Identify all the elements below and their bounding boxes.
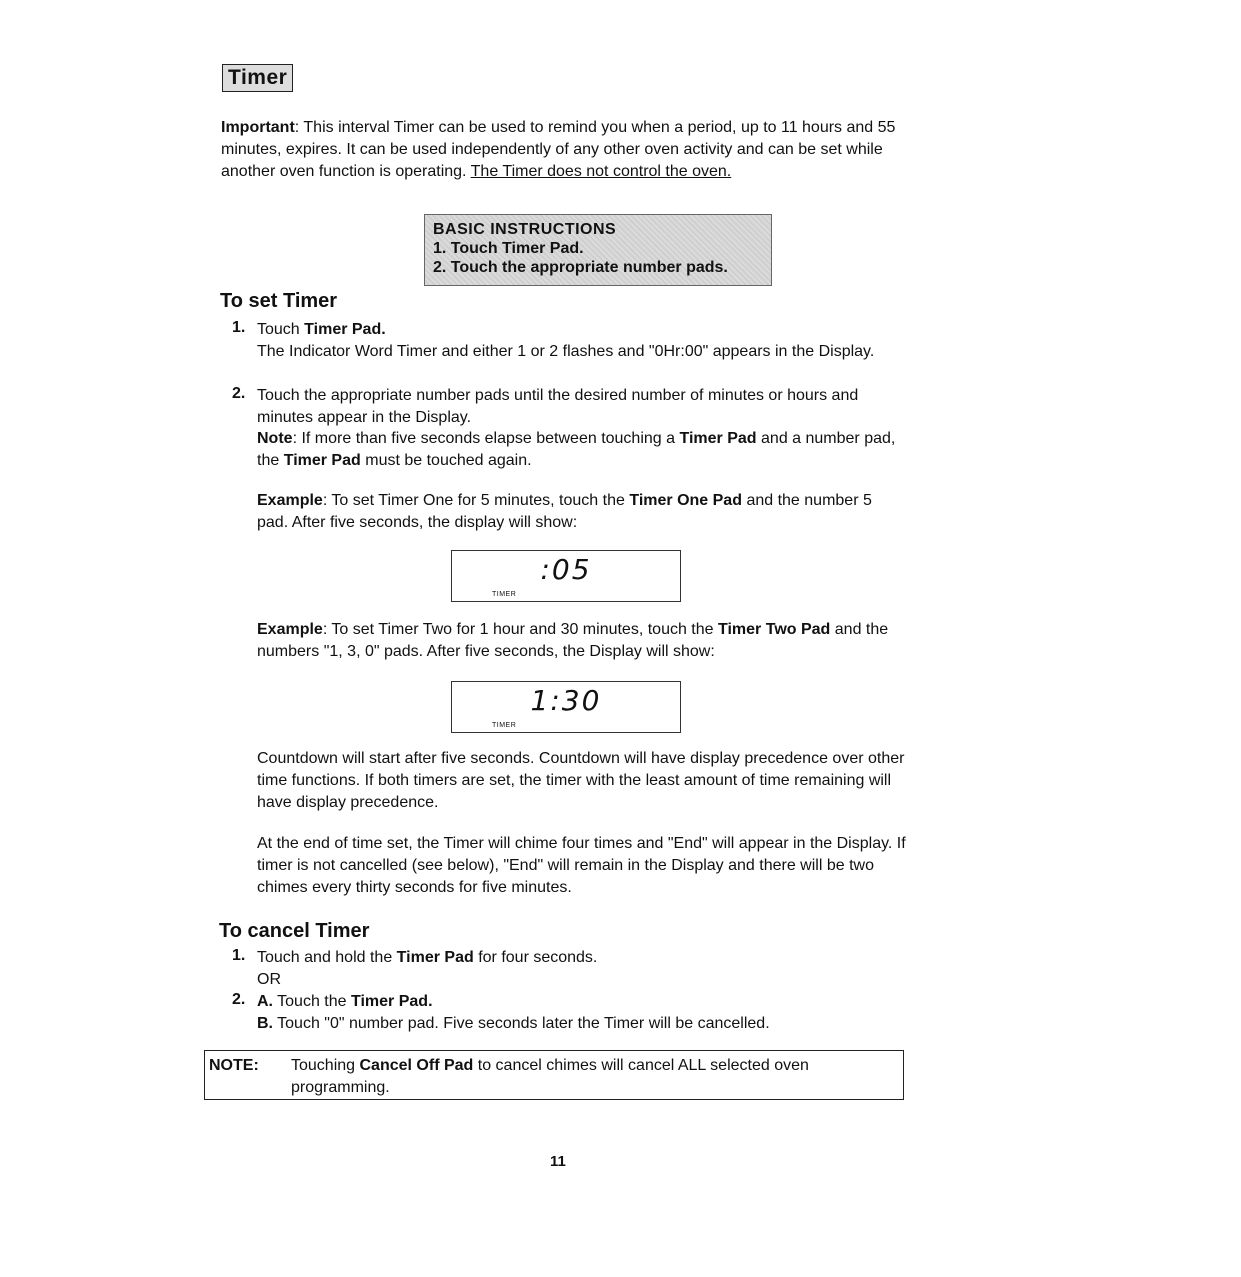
cancel-step-1: [257, 947, 597, 969]
end-paragraph: At the end of time set, the Timer will chime four times and "End" will appear in the Display. If timer is not cancelled (see below), "End" will remain in the Display and there will be two chimes every thirty seconds for five minutes.: [257, 835, 906, 896]
example-1-label: Example: [257, 492, 323, 509]
cancel-step-2-number: 2.: [232, 991, 246, 1008]
example-2-text-2: and the numbers "1, 3, 0" pads. After five seconds, the Display will show:: [257, 621, 889, 660]
cancel-step-a-text: Touch the: [277, 993, 347, 1010]
basic-step-1: 1. Touch Timer Pad.: [433, 240, 584, 257]
basic-instructions-box: [424, 214, 772, 286]
page-number: 11: [550, 1153, 566, 1170]
basic-step-2: 2. Touch the appropriate number pads.: [433, 259, 728, 276]
basic-instructions-heading: BASIC INSTRUCTIONS: [433, 221, 617, 238]
cancel-step-b: [257, 1013, 770, 1035]
cancel-step-a: [257, 991, 433, 1013]
example-2-text-1: : To set Timer Two for 1 hour and 30 minutes, touch the: [322, 621, 714, 638]
set-step-1-detail: The Indicator Word Timer and either 1 or 2 flashes and "0Hr:00" appears in the Display.: [257, 343, 875, 360]
set-note: [257, 428, 907, 472]
note-box-text-1: Touching: [291, 1057, 356, 1074]
intro-paragraph: Important: This interval Timer can be used to remind you when a period, up to 11 hours and 55 minutes, expires. It can be used independently of any other oven activity and can be set while another oven function is operating. The Timer does not control the oven.: [221, 119, 896, 180]
set-step-1-text: Touch: [257, 321, 300, 338]
note-box: [204, 1050, 904, 1100]
set-step-1: [257, 319, 386, 341]
display-1-label: TIMER: [492, 591, 517, 598]
note-text-2: and a number pad, the: [257, 430, 896, 469]
note-label: Note: [257, 430, 293, 447]
set-step-1-number: 1.: [232, 319, 246, 336]
example-1-text-1: : To set Timer One for 5 minutes, touch the: [322, 492, 625, 509]
countdown-paragraph: Countdown will start after five seconds. Countdown will have display precedence over other time functions. If both timers are set, the timer with the least amount of time remaining will have display precedence.: [257, 750, 905, 811]
example-2-bold: Timer Two Pad: [718, 621, 831, 638]
cancel-step-b-label: B.: [257, 1015, 273, 1032]
display-1-value: :05: [540, 553, 592, 586]
set-step-1-bold: Timer Pad.: [304, 321, 386, 338]
example-1-text-2: and the number 5 pad. After five seconds, the display will show:: [257, 492, 872, 531]
example-2-label: Example: [257, 621, 323, 638]
note-text-1: : If more than five seconds elapse between touching a: [292, 430, 676, 447]
important-label: Important: [221, 119, 295, 136]
example-1-bold: Timer One Pad: [629, 492, 742, 509]
cancel-step-a-label: A.: [257, 993, 273, 1010]
display-2-value: 1:30: [530, 684, 602, 717]
display-2-label: TIMER: [492, 722, 517, 729]
note-text-3: must be touched again.: [365, 452, 532, 469]
example-1: [257, 490, 907, 534]
page-title: Timer: [222, 64, 293, 92]
cancel-step-b-text: Touch "0" number pad. Five seconds later the Timer will be cancelled.: [277, 1015, 770, 1032]
intro-text: This interval Timer can be used to remind you when a period, up to 11 hours and 55 minutes, expires. It can be used independently of any other oven activity and can be set while another oven function is operating.: [221, 119, 896, 180]
intro-underlined: The Timer does not control the oven.: [470, 163, 732, 180]
note-bold-2: Timer Pad: [283, 452, 361, 469]
set-step-2-number: 2.: [232, 385, 246, 402]
cancel-step-1-text-b: for four seconds.: [478, 949, 598, 966]
note-box-bold: Cancel Off Pad: [359, 1057, 474, 1074]
note-bold-1: Timer Pad: [679, 430, 757, 447]
cancel-step-1-number: 1.: [232, 947, 246, 964]
note-label-main: [209, 1055, 259, 1077]
cancel-step-a-bold: Timer Pad.: [351, 993, 433, 1010]
cancel-or: OR: [257, 971, 281, 988]
cancel-step-1-text-a: Touch and hold the: [257, 949, 393, 966]
cancel-step-1-bold: Timer Pad: [396, 949, 474, 966]
display-1: [451, 550, 681, 602]
example-2: [257, 619, 907, 663]
cancel-timer-heading: To cancel Timer: [219, 920, 370, 942]
set-step-2-text: Touch the appropriate number pads until the desired number of minutes or hours and minutes appear in the Display.: [257, 387, 859, 426]
display-2: [451, 681, 681, 733]
note-box-text: [291, 1055, 899, 1099]
set-timer-heading: To set Timer: [220, 290, 338, 312]
note-box-text-2: to cancel chimes will cancel ALL selected oven programming.: [291, 1057, 809, 1096]
note-box-label: NOTE:: [209, 1057, 259, 1074]
